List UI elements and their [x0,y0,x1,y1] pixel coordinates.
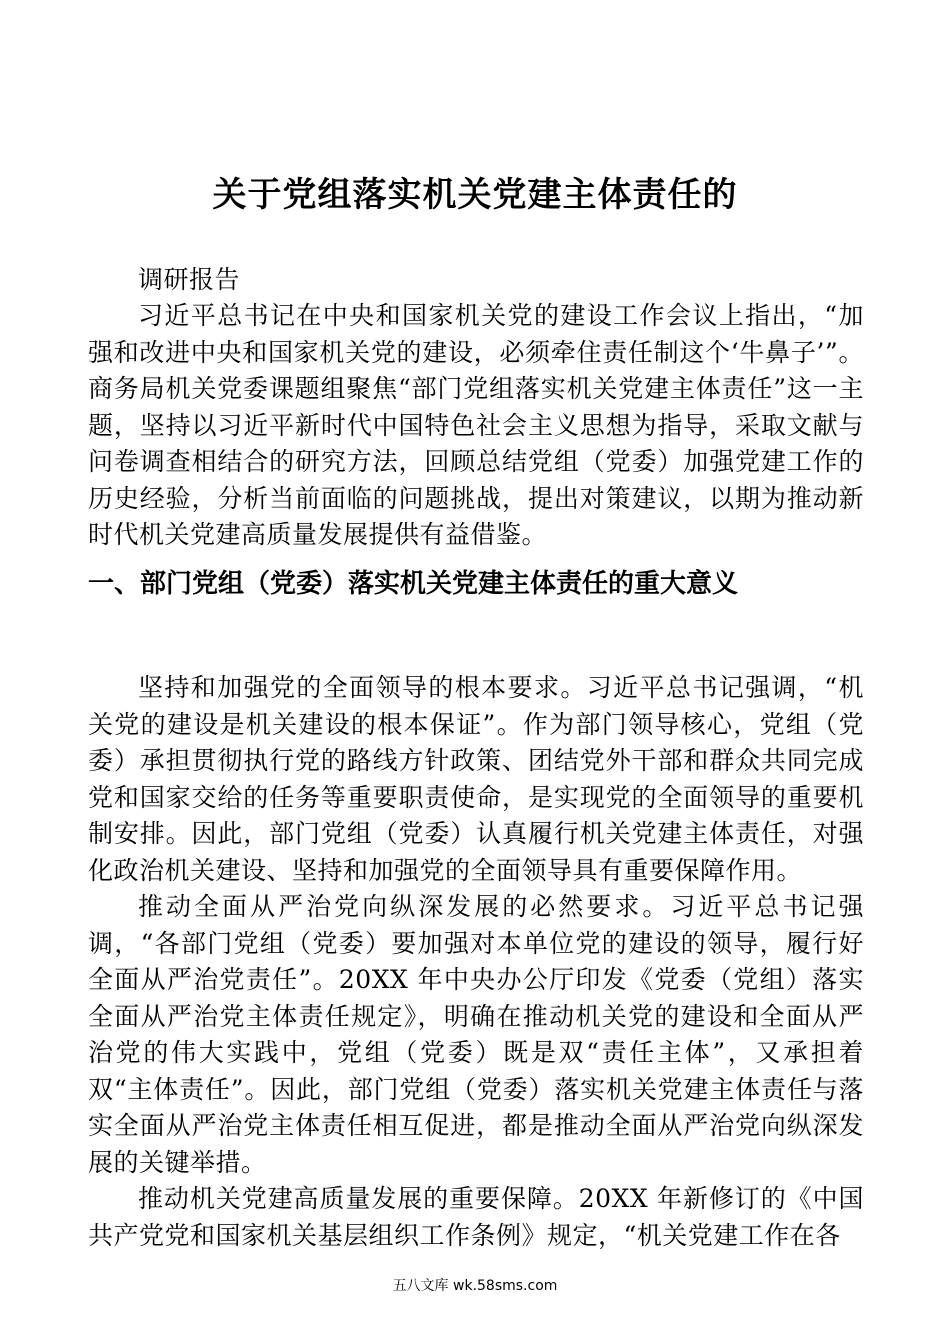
section-body [88,670,864,1254]
subtitle-text: 调研报告 [138,265,241,294]
section-heading: 一、部门党组（党委）落实机关党建主体责任的重大意义 [88,569,739,599]
section-paragraph: 坚持和加强党的全面领导的根本要求。习近平总书记强调，“机关党的建设是机关建设的根本保证”。作为部门领导核心，党组（党委）承担贯彻执行党的路线方针政策、团结党外干部和群众共同完成党和国家交给的任务等重要职责使命，是实现党的全面领导的重要机制安排。因此，部门党组（党委）认真履行机关党建主体责任，对强化政治机关建设、坚持和加强党的全面领导具有重要保障作用。 [88,673,864,885]
section-paragraph: 推动机关党建高质量发展的重要保障。20XX 年新修订的《中国共产党党和国家机关基层组织工作条例》规定，“机关党建工作在各 [88,1184,864,1250]
intro-paragraph: 习近平总书记在中央和国家机关党的建设工作会议上指出，“加强和改进中央和国家机关党的建设，必须牵住责任制这个‘牛鼻子’”。商务局机关党委课题组聚焦“部门党组落实机关党建主体责任”这一主题，坚持以习近平新时代中国特色社会主义思想为指导，采取文献与问卷调查相结合的研究方法，回顾总结党组（党委）加强党建工作的历史经验，分析当前面临的问题挑战，提出对策建议，以期为推动新时代机关党建高质量发展提供有益借鉴。 [88,301,864,549]
section-paragraph: 推动全面从严治党向纵深发展的必然要求。习近平总书记强调，“各部门党组（党委）要加强对本单位党的建设的领导，履行好全面从严治党责任”。20XX 年中央办公厅印发《党委（党组）落实全面从严治党主体责任规定》，明确在推动机关党的建设和全面从严治党的伟大实践中，党组（党委）既是双“责任主体”，又承担着双“主体责任”。因此，部门党组（党委）落实机关党建主体责任与落实全面从严治党主体责任相互促进，都是推动全面从严治党向纵深发展的关键举措。 [88,892,864,1177]
intro-paragraph-block [88,298,864,554]
document-subtitle [88,262,864,298]
footer-watermark: 五八文库 wk.58sms.com [392,1278,558,1294]
document-title: 关于党组落实机关党建主体责任的 [212,175,738,215]
